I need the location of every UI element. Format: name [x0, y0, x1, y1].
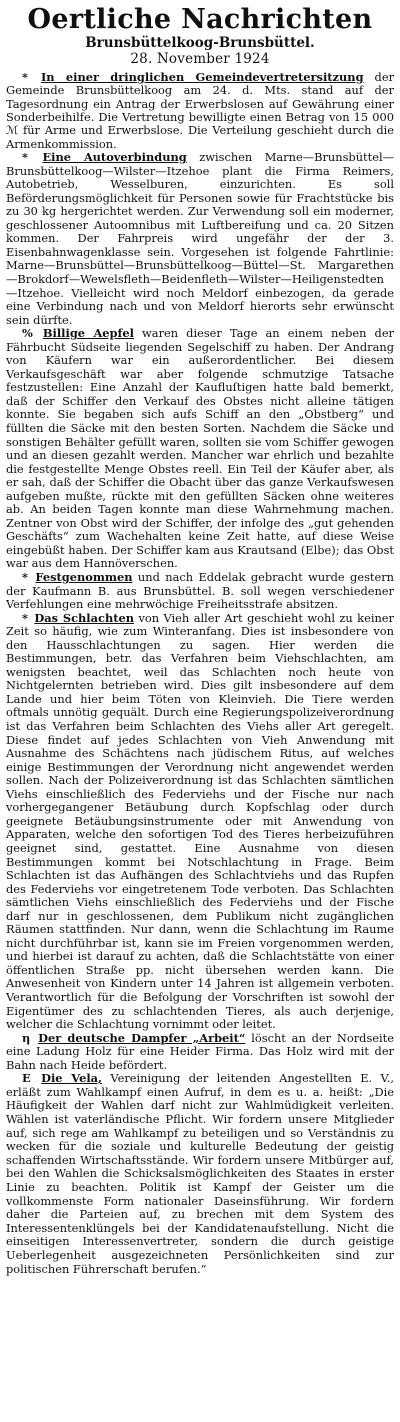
- section-title: Oertliche Nachrichten: [27, 4, 373, 35]
- article-headline: Eine Autoverbindung: [42, 150, 187, 165]
- articles-column: [6, 71, 394, 1276]
- article-schlachten: [6, 612, 394, 1032]
- article-text: löscht an der Nordseite eine Ladung Holz für eine Heider Firma. Das Holz wird mit der Bahn nach Heide befördert.: [6, 1030, 394, 1072]
- article-text: zwischen Marne—Brunsbüttel—Brunsbüttelkoog—Wilster—Itzehoe plant die Firma Reimers, Autobetrieb, Wesselburen, einzurichten. Es soll Beförderungsmöglichkeit für Personen sowie für Frachtstücke bis zu 30 kg hergerichtet werden. Zur Verwendung soll ein moderner, geschlossener Autoomnibus mit Luftbereifung und ca. 20 Sitzen kommen. Der Fahrpreis wird ungefähr der der 3. Eisenbahnwagenklasse sein. Vorgesehen ist folgende Fahrtlinie: Marne—Brunsbüttel—Brunsbüttelkoog—Büttel—St. Margarethen—Brokdorf—Wewelsfleth—Beidenfleth—Wilster—Heiligenstedten—Itzehoe. Vielleicht wird noch Meldorf einbezogen, da gerade eine Verbindung nach und von Meldorf hierorts sehr erwünscht sein dürfte.: [6, 150, 394, 327]
- article-vela: [6, 1072, 394, 1276]
- article-headline: Festgenommen: [35, 570, 133, 585]
- article-marker: E: [22, 1071, 31, 1086]
- masthead: [6, 4, 394, 67]
- article-dampfer-arbeit: [6, 1032, 394, 1073]
- article-text: und nach Eddelak gebracht wurde gestern der Kaufmann B. aus Brunsbüttel. B. soll wegen verschiedener Verfehlungen eine mehrwöchige Freiheitsstrafe absitzen.: [6, 570, 395, 612]
- article-autoverbindung: [6, 151, 394, 327]
- article-marker: *: [22, 150, 28, 165]
- issue-date: 28. November 1924: [130, 51, 270, 67]
- article-headline: Das Schlachten: [34, 610, 135, 625]
- article-headline: Die Vela,: [41, 1071, 102, 1086]
- article-gemeindevertretersitzung: [6, 71, 394, 151]
- locality-subtitle: Brunsbüttelkoog-Brunsbüttel.: [85, 35, 315, 51]
- article-text: von Vieh aller Art geschieht wohl zu keiner Zeit so häufig, wie zum Winteranfang. Dies ist insbesondere von den Hausschlachtungen zu sagen. Hier werden die Bestimmungen, betr. das Verfahren beim Viehschlachten, am wenigsten beachtet, weil das Schlachten noch heute von Nichtgelernten betrieben wird. Dies gilt insbesondere auf dem Lande und hier beim Töten von Kleinvieh. Die Tiere werden oftmals unnötig gequält. Durch eine Regierungspolizeiverordnung ist das Verfahren beim Schlachten des Viehs aller Art geregelt. Diese findet auf jedes Schlachten von Vieh Anwendung mit Ausnahme des Schächtens nach jüdischem Ritus, auf welches einige Bestimmungen der Verordnung nicht angewendet werden sollen. Nach der Polizeiverordnung ist das Schlachten sämtlichen Viehs einschließlich des Federviehs und der Fische nur nach vorhergegangener Betäubung durch Kopfschlag oder durch geeignete Betäubungsinstrumente oder mit Anwendung von Apparaten, welche den sofortigen Tod des Tieres herbeizuführen geeignet sind, gestattet. Eine Ausnahme von diesen Bestimmungen kommt bei Notschlachtung in Frage. Beim Schlachten ist das Aufhängen des Schlachtviehs und das Rupfen des Federviehs vor eingetretenem Tode verboten. Das Schlachten sämtlichen Viehs einschließlich des Federviehs und der Fische darf nur in geschlossenen, dem Publikum nicht zugänglichen Räumen stattfinden. Nur dann, wenn die Schlachtung im Raume nicht durchführbar ist, kann sie im Freien vorgenommen werden, und hierbei ist darauf zu achten, daß die Schlachtstätte von einer öffentlichen Straße pp. nicht übersehen werden kann. Die Anwesenheit von Kindern unter 14 Jahren ist allgemein verboten. Verantwortlich für die Befolgung der Vorschriften ist sowohl der Eigentümer des zu schlachtenden Tieres, als auch derjenige, welcher die Schlachtung vornimmt oder leitet.: [6, 610, 394, 1032]
- article-text: der Gemeinde Brunsbüttelkoog am 24. d. Mts. stand auf der Tagesordnung ein Antrag der Erwerbslosen auf Gewährung einer Sonderbeihilfe. Die Vertretung bewilligte einen Betrag von 15 000 ℳ für Arme und Erwerbslose. Die Verteilung geschieht durch die Armenkommission.: [6, 70, 395, 151]
- article-marker: %: [22, 326, 33, 341]
- article-headline: Der deutsche Dampfer „Arbeit“: [38, 1030, 246, 1045]
- article-text: waren dieser Tage an einem neben der Fährbucht Südseite liegenden Segelschiff zu haben. Der Andrang von Käufern war ein außerordentlicher. Bei diesem Verkaufsgeschäft war aber folgende schmutzige Tatsache festzustellen: Eine Anzahl der Kaufluſtigen hatte bald bemerkt, daß der Schiffer den Verkauf des Obstes nicht alleine tätigen konnte. Sie begaben sich aufs Schiff an den „Obstberg“ und füllten die Säcke mit den besten Sorten. Nachdem die Säcke und sonstigen Behälter gefüllt waren, sollten sie vom Schiffer gewogen und an diesen gezahlt werden. Mancher war ehrlich und bezahlte die festgestellte Menge Obstes reell. Ein Teil der Käufer aber, als er sah, daß der Schiffer die Obacht über das ganze Verkaufswesen aufgeben mußte, rückte mit den gefüllten Säcken ohne weiteres ab. An beiden Tagen konnte man diese Wahrnehmung machen. Zentner von Obst wird der Schiffer, der infolge des „gut gehenden Geschäfts“ zum Wachehalten keine Zeit hatte, auf diese Weise eingebüßt haben. Der Schiffer kam aus Krautsand (Elbe); das Obst war aus dem Hannöverschen.: [6, 326, 394, 571]
- article-marker: *: [22, 70, 28, 84]
- article-headline: In einer dringlichen Gemeindevertretersitzung: [40, 70, 364, 84]
- article-marker: *: [22, 570, 28, 585]
- article-festgenommen: [6, 571, 394, 612]
- article-marker: *: [22, 610, 28, 625]
- article-billige-aepfel: [6, 327, 394, 571]
- article-headline: Billige Aepfel: [42, 326, 134, 341]
- article-marker: η: [22, 1030, 31, 1045]
- article-text: Vereinigung der leitenden Angestellten E. V., erläßt zum Wahlkampf einen Aufruf, in dem es u. a. heißt: „Die Häufigkeit der Wahlen darf nicht zur Wahlmüdigkeit verleiten. Wählen ist vaterländische Pflicht. Wir fordern unsere Mitglieder auf, sich rege am Wahlkampf zu beteiligen und so Verständnis zu wecken für die soziale und kulturelle Bedeutung der geistig schaffenden Wirtschaftsstände. Wir fordern unsere Mitbürger auf, bei den Wahlen die Schicksalsmöglichkeiten des Staates in erster Linie zu beachten. Politik ist Kampf der Geister um die vollkommenste Form nationaler Daseinsführung. Wir fordern daher die Parteien auf, zu brechen mit dem System des Interessentenklüngels bei der Kandidatenaufstellung. Nicht die einseitigen Interessenvertreter, sondern die durch geistige Ueberlegenheit ausgezeichneten Persönlichkeiten sind zur politischen Führerschaft berufen.“: [6, 1071, 394, 1276]
